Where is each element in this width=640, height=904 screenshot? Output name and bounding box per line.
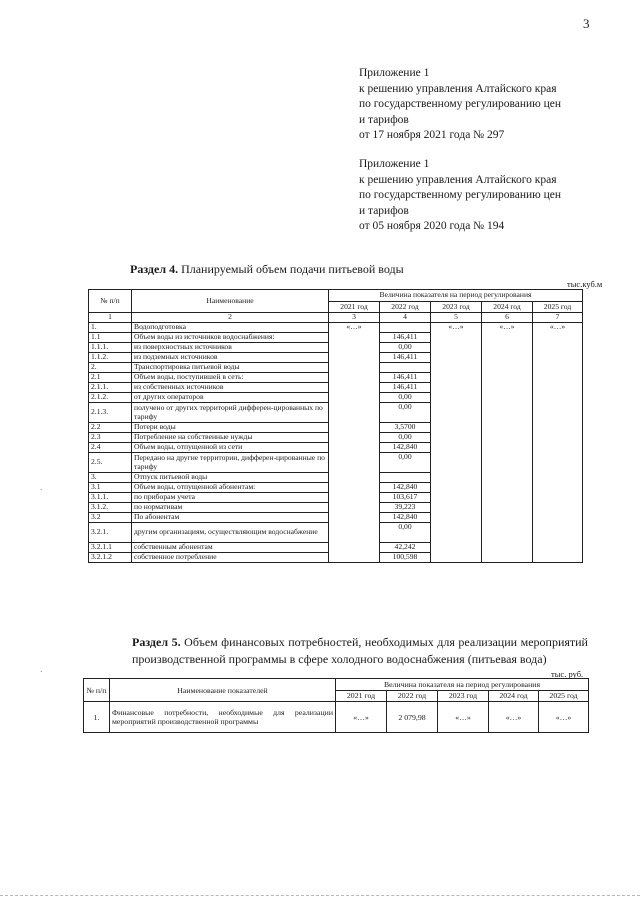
row-value: 142,840 <box>380 443 431 453</box>
scan-mark: · <box>40 486 43 494</box>
row-num: 1.1.2. <box>89 353 132 363</box>
table-row <box>89 323 583 333</box>
row-name: Водоподготовка <box>132 323 329 333</box>
section5-title-label: Раздел 5. <box>132 635 181 649</box>
appendix-line: по государственному регулированию цен <box>359 98 562 110</box>
appendix-line: от 05 ноября 2020 года № 194 <box>359 220 505 232</box>
header-year: 2021 год <box>329 301 380 313</box>
row-value: 146,411 <box>380 383 431 393</box>
row-name: Объем воды, поступившей в сеть: <box>132 373 329 383</box>
row-value <box>380 363 431 373</box>
row-name: собственным абонентам <box>132 543 329 553</box>
appendix-line: от 17 ноября 2021 года № 297 <box>359 129 505 141</box>
header-year: 2024 год <box>489 690 539 702</box>
row-name: из собственных источников <box>132 383 329 393</box>
row-value: «…» <box>329 323 380 563</box>
row-value: «…» <box>431 323 482 563</box>
row-name: Потребление на собственные нужды <box>132 433 329 443</box>
scan-mark: · <box>40 668 43 676</box>
row-value: «…» <box>533 323 583 563</box>
row-name: Передано на другие территории, дифферен-цированные по тарифу <box>132 453 329 473</box>
row-num: 3.1.1. <box>89 493 132 503</box>
appendix-previous-block <box>359 157 561 235</box>
row-name: Отпуск питьевой воды <box>132 473 329 483</box>
row-value: 3,5700 <box>380 423 431 433</box>
appendix-line: Приложение 1 <box>359 158 430 170</box>
row-num: 2.1 <box>89 373 132 383</box>
header-year: 2021 год <box>336 690 387 702</box>
column-number: 4 <box>380 313 431 323</box>
row-value: 2 079,98 <box>387 702 438 733</box>
row-num: 2.4 <box>89 443 132 453</box>
appendix-current-block <box>359 66 561 144</box>
header-year: 2025 год <box>533 301 583 313</box>
row-num: 1. <box>84 702 110 733</box>
column-number: 2 <box>132 313 329 323</box>
row-value: «…» <box>489 702 539 733</box>
row-value: «…» <box>336 702 387 733</box>
appendix-line: и тарифов <box>359 204 409 217</box>
row-num: 3. <box>89 473 132 483</box>
row-name: Объем воды из источников водоснабжения: <box>132 333 329 343</box>
row-value <box>380 473 431 483</box>
scan-bottom-edge <box>0 895 640 896</box>
header-name: Наименование показателей <box>110 679 336 702</box>
row-value: 0,00 <box>380 403 431 423</box>
row-name: из подземных источников <box>132 353 329 363</box>
row-value: 100,598 <box>380 553 431 563</box>
row-name: получено от других территорий дифферен-цированных по тарифу <box>132 403 329 423</box>
column-number: 7 <box>533 313 583 323</box>
header-year: 2025 год <box>539 690 589 702</box>
section5-title-text: Объем финансовых потребностей, необходимых для реализации мероприятий производственной программы в сфере холодного водоснабжения (питьевая вода) <box>132 635 588 666</box>
row-value: 0,00 <box>380 433 431 443</box>
row-num: 2. <box>89 363 132 373</box>
row-name: Финансовые потребности, необходимые для реализации мероприятий производственной программы <box>110 702 336 733</box>
row-num: 2.1.2. <box>89 393 132 403</box>
row-name: собственное потребление <box>132 553 329 563</box>
appendix-line: к решению управления Алтайского края <box>359 82 557 95</box>
row-value: 146,411 <box>380 333 431 343</box>
row-name: по приборам учета <box>132 493 329 503</box>
appendix-line: Приложение 1 <box>359 67 430 79</box>
row-value: «…» <box>438 702 489 733</box>
column-number: 6 <box>482 313 533 323</box>
row-value: 146,411 <box>380 353 431 363</box>
header-name: Наименование <box>132 290 329 313</box>
row-num: 1.1 <box>89 333 132 343</box>
row-name: Транспортировка питьевой воды <box>132 363 329 373</box>
row-value: 103,617 <box>380 493 431 503</box>
column-number: 3 <box>329 313 380 323</box>
page-number: 3 <box>583 16 590 31</box>
section4-table <box>88 289 583 563</box>
row-value: 0,00 <box>380 393 431 403</box>
row-value <box>380 323 431 333</box>
row-num: 3.1 <box>89 483 132 493</box>
column-number: 1 <box>89 313 132 323</box>
row-value: «…» <box>539 702 589 733</box>
row-name: из поверхностных источников <box>132 343 329 353</box>
column-number: 5 <box>431 313 482 323</box>
row-name: от других операторов <box>132 393 329 403</box>
row-num: 2.2 <box>89 423 132 433</box>
row-value: 0,00 <box>380 343 431 353</box>
row-num: 2.3 <box>89 433 132 443</box>
row-num: 3.2.1.2 <box>89 553 132 563</box>
row-value: «…» <box>482 323 533 563</box>
header-year: 2022 год <box>380 301 431 313</box>
row-value: 39,223 <box>380 503 431 513</box>
row-name: Объем воды, отпущенной из сети <box>132 443 329 453</box>
section5-table <box>83 678 589 733</box>
section5-title <box>132 634 588 668</box>
appendix-line: по государственному регулированию цен <box>359 189 562 201</box>
row-num: 1. <box>89 323 132 333</box>
section4-title-label: Раздел 4. <box>130 262 179 276</box>
row-value: 142,840 <box>380 483 431 493</box>
header-num: № п/п <box>84 679 110 702</box>
row-value: 42,242 <box>380 543 431 553</box>
row-num: 3.2.1. <box>89 523 132 543</box>
row-name: другим организациям, осуществляющим водоснабжение <box>132 523 329 543</box>
row-value: 146,411 <box>380 373 431 383</box>
row-num: 3.1.2. <box>89 503 132 513</box>
header-year: 2024 год <box>482 301 533 313</box>
row-name: по нормативам <box>132 503 329 513</box>
appendix-line: и тарифов <box>359 113 409 126</box>
row-num: 3.2.1.1 <box>89 543 132 553</box>
row-value: 0,00 <box>380 453 431 473</box>
row-name: Потери воды <box>132 423 329 433</box>
header-period: Величина показателя на период регулирования <box>336 679 589 691</box>
row-num: 2.5. <box>89 453 132 473</box>
header-year: 2023 год <box>431 301 482 313</box>
section4-title-text: Планируемый объем подачи питьевой воды <box>178 262 404 276</box>
row-value: 0,00 <box>380 523 431 543</box>
section4-title <box>130 262 404 277</box>
row-num: 1.1.1. <box>89 343 132 353</box>
header-year: 2022 год <box>387 690 438 702</box>
row-num: 2.1.3. <box>89 403 132 423</box>
row-name: По абонентам <box>132 513 329 523</box>
header-period: Величина показателя на период регулирования <box>329 290 583 302</box>
section4-unit: тыс.куб.м <box>567 279 603 289</box>
row-value: 142,840 <box>380 513 431 523</box>
row-num: 2.1.1. <box>89 383 132 393</box>
appendix-line: к решению управления Алтайского края <box>359 173 557 186</box>
section5-unit: тыс. руб. <box>551 669 584 679</box>
row-num: 3.2 <box>89 513 132 523</box>
header-num: № п/п <box>89 290 132 313</box>
row-name: Объем воды, отпущенной абонентам: <box>132 483 329 493</box>
header-year: 2023 год <box>438 690 489 702</box>
